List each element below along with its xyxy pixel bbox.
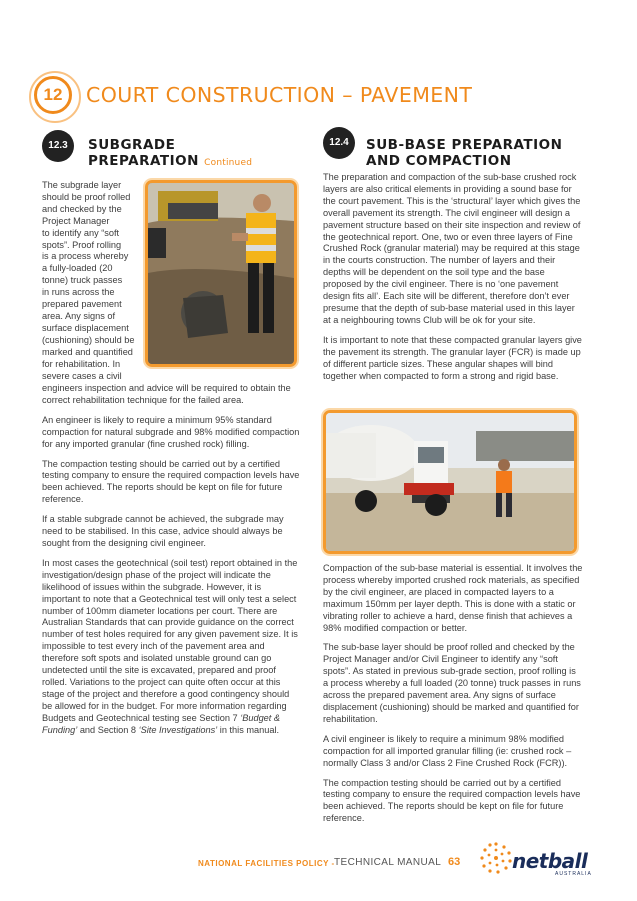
section-title-line1: SUBGRADE: [88, 137, 176, 153]
netball-logo-sub: AUSTRALIA: [555, 871, 592, 877]
section-title-line2: [88, 153, 252, 171]
wrap-line: area. Any signs of: [42, 310, 116, 321]
p5-and: and Section 8: [79, 724, 137, 735]
section-title-subgrade: [88, 137, 252, 171]
left-column-text: [42, 383, 300, 744]
section-badge-12-4: 12.4: [323, 127, 355, 159]
p5-main: In most cases the geotechnical (soil test) report obtained in the investigation/design phase of the project will indicate the likelihood of issues within the subgrade. However, it is important to note that a Geotechnical test will only test a select number of 100mm diameter locations per court. There are Australian Standards that can provide guidance on the correct number of test holes required for any given pavement size. It is impossible to test every inch of the pavement area and therefore soft spots and isolated unstable ground can go undetected until the site is excavated, prepared and proof rolled. Variations to the project can quite often occur at this stage of the project and therefore a good contingency should be allowed for in the budget. For more information regarding Budgets and Geotechnical testing see Section 7: [42, 557, 298, 723]
right-paragraph-1: The preparation and compaction of the sub-base crushed rock layers are also critical elements in providing a sound base for the court pavement. This is the ‘structural’ layer which gives the overall pavement its strength. The civil engineer will design a pavement structure based on their site inspection and review of the geotechnical report. One, two or even three layers of Fine Crushed Rock (granular material) may be required at this stage in the courts construction. The number of layers and their depths will be dependent on the soil type and the base proposed by the civil engineer. There is no ‘one pavement design fits all’. Each site will be different, therefore don’t ever presume that the depth of sub-base material used in this layer at a neighbouring towns Club will be ok for your site.: [323, 172, 581, 325]
chapter-title: COURT CONSTRUCTION – PAVEMENT: [86, 83, 473, 107]
left-paragraph-3: The compaction testing should be carried out by a certified testing company to ensure the required compaction levels have been achieved. The reports should be kept on file for future reference.: [42, 458, 300, 505]
left-paragraph-1-wrap: [42, 180, 142, 382]
wrap-line: tonne) truck passes: [42, 275, 123, 286]
wrap-line: and checked by the: [42, 203, 122, 214]
wrap-line: marked and quantified: [42, 346, 133, 357]
page-number: 63: [448, 856, 461, 868]
chapter-number: 12: [43, 85, 63, 104]
p5-end: in this manual.: [219, 724, 280, 735]
wrap-line: prepared pavement: [42, 299, 122, 310]
left-paragraph-5: [42, 558, 300, 737]
right-paragraph-3: Compaction of the sub-base material is essential. It involves the process whereby imported crushed rock materials, as specified by the civil engineer, are placed in compacted layers to a maximum 150mm per layer depth. This is done with a static or vibrating roller to achieve a hard, dense finish that achieves a 98% modified compaction or better.: [323, 563, 583, 633]
section-title-line1: SUB-BASE PREPARATION: [366, 137, 563, 153]
right-paragraph-6: The compaction testing should be carried out by a certified testing company to ensure the required compaction levels have been achieved. The reports should be kept on file for future reference.: [323, 777, 581, 824]
right-paragraph-2: It is important to note that these compacted granular layers give the pavement its strength. The granular layer (FCR) is made up of different particle sizes. These angular shapes will bind together when compacted to form a strong and rigid base.: [323, 334, 582, 381]
footer-manual-label: TECHNICAL MANUAL: [334, 857, 442, 868]
left-paragraph-1-tail: engineers inspection and advice will be required to obtain the correct rehabilitation technique for the failed area.: [42, 383, 291, 405]
right-column-text-top: [323, 172, 583, 390]
right-paragraph-4: The sub-base layer should be proof rolled and checked by the Project Manager and/or Civil Engineer to identify any “soft spots”. As stated in previous sub-grade section, proof rolling is a process whereby a full loaded (20 tonne) truck passes in runs across the prepared pavement area. Any signs of surface displacement (cushioning) should be marked and quantified for rehabilitation.: [323, 642, 581, 724]
site-investigations-ref: ‘Site Investigations’: [138, 724, 218, 735]
wrap-line: to identify any “soft: [42, 227, 120, 238]
wrap-line: Project Manager: [42, 215, 110, 226]
subgrade-photo-image: [148, 183, 294, 364]
wrap-line: in runs across the: [42, 287, 115, 298]
section-title-line2-text: PREPARATION: [88, 153, 199, 169]
right-paragraph-5: A civil engineer is likely to require a minimum 98% modified compaction for all imported granular filling (ie: crushed rock – normally Class 3 and/or Class 2 Fine Crushed Rock (FCR)).: [323, 733, 572, 768]
section-title-line2: AND COMPACTION: [366, 153, 512, 169]
wrap-line: surface displacement: [42, 322, 129, 333]
wrap-line: spots”. Proof rolling: [42, 239, 122, 250]
wrap-line: is a process whereby: [42, 251, 129, 262]
right-column-text-bottom: [323, 563, 583, 833]
wrap-line: should be proof rolled: [42, 191, 131, 202]
truck-photo-image: [326, 413, 574, 551]
wrap-line: severe cases a civil: [42, 370, 122, 381]
wrap-line: for rehabilitation. In: [42, 358, 121, 369]
left-wrap-text: [42, 180, 142, 382]
subgrade-photo: [145, 180, 297, 367]
truck-photo: [323, 410, 577, 554]
budget-funding-ref: ‘Budget & Funding’: [42, 712, 281, 735]
wrap-line: (cushioning) should be: [42, 334, 135, 345]
netball-logo: netball: [512, 849, 588, 873]
continued-label: Continued: [204, 158, 253, 168]
footer-policy-label: NATIONAL FACILITIES POLICY -: [198, 859, 335, 868]
section-badge-12-3: 12.3: [42, 130, 74, 162]
wrap-line: a fully-loaded (20: [42, 263, 113, 274]
left-paragraph-2: An engineer is likely to require a minimum 95% standard compaction for natural subgrade and 98% modified compaction for any imported granular (fine crushed rock) filling.: [42, 414, 300, 449]
chapter-number-badge: [34, 76, 72, 114]
netball-star-icon: [478, 840, 514, 876]
wrap-line: The subgrade layer: [42, 180, 122, 190]
left-paragraph-4: If a stable subgrade cannot be achieved, the subgrade may need to be stabilised. In this case, advice should always be sought from the designing civil engineer.: [42, 514, 284, 548]
section-title-subbase: [366, 137, 562, 169]
